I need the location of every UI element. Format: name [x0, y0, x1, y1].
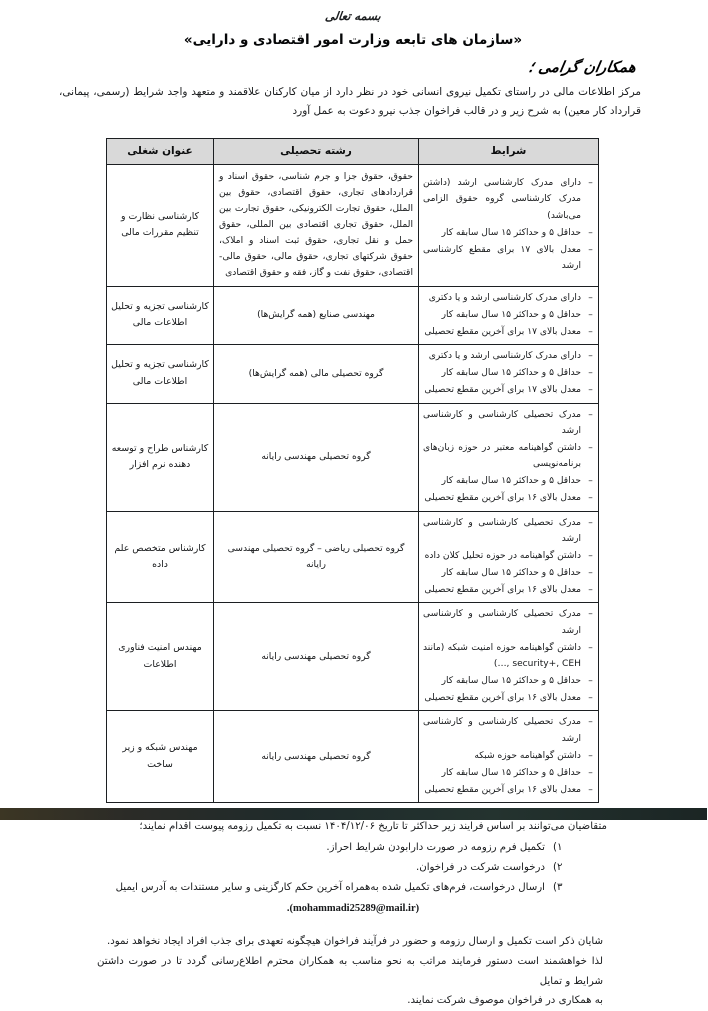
condition-text: مدرک تحصیلی کارشناسی و کارشناسی ارشد	[424, 409, 582, 436]
condition-item	[424, 714, 595, 746]
bullet-dash-icon: –	[589, 493, 594, 504]
condition-item	[424, 640, 595, 672]
condition-item	[424, 242, 595, 274]
cell-job-title: کارشناسی نظارت و تنظیم مقررات مالی	[108, 164, 215, 286]
bullet-dash-icon: –	[589, 693, 594, 704]
condition-text: معدل بالای ۱۶ برای آخرین مقطع تحصیلی	[425, 693, 582, 704]
condition-text: معدل بالای ۱۶ برای آخرین مقطع تحصیلی	[425, 585, 582, 596]
window-bottom-bar	[0, 808, 708, 820]
instructions-step-list	[100, 838, 608, 898]
condition-item	[424, 565, 595, 581]
table-body	[108, 164, 600, 802]
condition-item	[424, 175, 595, 224]
bullet-dash-icon: –	[589, 785, 594, 796]
jobs-table-wrapper	[108, 138, 600, 803]
condition-item	[424, 606, 595, 638]
cell-conditions	[420, 164, 600, 286]
condition-item	[424, 225, 595, 241]
bullet-dash-icon: –	[589, 676, 594, 687]
cell-field-of-study: حقوق، حقوق جزا و جرم شناسی، حقوق اسناد و قراردادهای تجاری، حقوق اقتصادی، حقوق بین الملل، حقوق تجارت الکترونیکی، حقوق تجارت بین الملل، حقوق تجاری اقتصادی بین المللی، حقوق حمل و نقل تجاری، حقوق ثبت اسناد و املاک، حقوق شرکتهای تجاری، حقوق مالی، حقوق مالی- اقتصادی، حقوق نفت و گاز، فقه و حقوق اقتصادی	[215, 164, 420, 286]
condition-text: مدرک تحصیلی کارشناسی و کارشناسی ارشد	[424, 517, 582, 544]
cell-field-of-study: گروه تحصیلی مهندسی رایانه	[215, 403, 420, 511]
document-page	[0, 9, 708, 1007]
condition-text: داشتن گواهینامه حوزه شبکه	[475, 750, 582, 761]
bullet-dash-icon: –	[589, 767, 594, 778]
condition-item	[424, 515, 595, 547]
table-row	[108, 164, 600, 286]
table-row	[108, 711, 600, 803]
column-header-conditions: شرایط	[420, 138, 600, 164]
conditions-list	[424, 175, 595, 274]
condition-item	[424, 365, 595, 381]
bullet-dash-icon: –	[589, 385, 594, 396]
bullet-dash-icon: –	[589, 609, 594, 620]
condition-item	[424, 473, 595, 489]
bullet-dash-icon: –	[589, 409, 594, 420]
conditions-list	[424, 515, 595, 599]
intro-paragraph-block	[60, 83, 642, 122]
cell-job-title: کارشناسی تجزیه و تحلیل اطلاعات مالی	[108, 345, 215, 404]
table-row	[108, 345, 600, 404]
condition-text: حداقل ۵ و حداکثر ۱۵ سال سابقه کار	[442, 309, 582, 320]
condition-item	[424, 690, 595, 706]
table-header	[108, 138, 600, 164]
bismillah-heading: بسمه تعالی	[325, 9, 383, 23]
cell-conditions	[420, 603, 600, 711]
condition-text: حداقل ۵ و حداکثر ۱۵ سال سابقه کار	[442, 368, 582, 379]
condition-text: حداقل ۵ و حداکثر ۱۵ سال سابقه کار	[442, 476, 582, 487]
condition-text: دارای مدرک کارشناسی ارشد و یا دکتری	[429, 351, 582, 362]
condition-item	[424, 382, 595, 398]
table-row	[108, 403, 600, 511]
bullet-dash-icon: –	[589, 717, 594, 728]
bullet-dash-icon: –	[589, 326, 594, 337]
condition-text: داشتن گواهینامه حوزه امنیت شبکه (مانند security+, CEH ,…)	[424, 642, 582, 669]
bullet-dash-icon: –	[589, 568, 594, 579]
cell-conditions	[420, 511, 600, 603]
bullet-dash-icon: –	[589, 476, 594, 487]
bullet-dash-icon: –	[589, 178, 594, 189]
condition-item	[424, 407, 595, 439]
contact-email: (mohammadi25289@mail.ir).	[287, 902, 421, 914]
bullet-dash-icon: –	[589, 750, 594, 761]
cell-field-of-study: گروه تحصیلی مهندسی رایانه	[215, 603, 420, 711]
closing-paragraph-3: به همکاری در فراخوان موصوف شرکت نمایند.	[408, 995, 604, 1007]
step-text: تکمیل فرم رزومه در صورت دارابودن شرایط احراز.	[327, 841, 546, 853]
condition-text: معدل بالای ۱۷ برای مقطع کارشناسی ارشد	[424, 244, 582, 272]
condition-text: حداقل ۵ و حداکثر ۱۵ سال سابقه کار	[442, 676, 582, 687]
cell-field-of-study: گروه تحصیلی مالی (همه گرایش‌ها)	[215, 345, 420, 404]
cell-field-of-study: گروه تحصیلی ریاضی – گروه تحصیلی مهندسی رایانه	[215, 511, 420, 603]
instruction-step	[100, 858, 608, 877]
instruction-step	[100, 878, 608, 897]
bullet-dash-icon: –	[589, 292, 594, 303]
table-row	[108, 603, 600, 711]
condition-text: حداقل ۵ و حداکثر ۱۵ سال سابقه کار	[442, 767, 582, 778]
bullet-dash-icon: –	[589, 550, 594, 561]
cell-conditions	[420, 711, 600, 803]
bullet-dash-icon: –	[589, 351, 594, 362]
condition-text: داشتن گواهینامه معتبر در حوزه زبان‌های برنامه‌نویسی	[424, 442, 582, 470]
application-instructions	[100, 817, 608, 918]
intro-paragraph: مرکز اطلاعات مالی در راستای تکمیل نیروی انسانی خود در نظر دارد از میان کارکنان علاقمند و متعهد واجد شرایط (رسمی، پیمانی، قرارداد کار معین) به شرح زیر و در قالب فراخوان جذب نیرو دعوت به عمل آورد	[60, 86, 642, 118]
bullet-dash-icon: –	[589, 227, 594, 238]
salutation-text: همکاران گرامی ؛	[528, 58, 639, 76]
bullet-dash-icon: –	[589, 585, 594, 596]
cell-conditions	[420, 345, 600, 404]
condition-text: حداقل ۵ و حداکثر ۱۵ سال سابقه کار	[442, 568, 582, 579]
condition-item	[424, 290, 595, 306]
condition-text: معدل بالای ۱۶ برای آخرین مقطع تحصیلی	[425, 785, 582, 796]
cell-job-title: کارشناسی تجزیه و تحلیل اطلاعات مالی	[108, 286, 215, 345]
cell-field-of-study: گروه تحصیلی مهندسی رایانه	[215, 711, 420, 803]
table-row	[108, 511, 600, 603]
bullet-dash-icon: –	[589, 517, 594, 528]
condition-text: حداقل ۵ و حداکثر ۱۵ سال سابقه کار	[442, 227, 582, 238]
condition-item	[424, 490, 595, 506]
bullet-dash-icon: –	[589, 309, 594, 320]
conditions-list	[424, 290, 595, 341]
bullet-dash-icon: –	[589, 368, 594, 379]
cell-conditions	[420, 403, 600, 511]
condition-item	[424, 440, 595, 472]
step-text: ارسال درخواست، فرم‌های تکمیل شده به‌همراه آخرین حکم کارگزینی و سایر مستندات به آدرس ایمیل	[116, 882, 546, 894]
bullet-dash-icon: –	[589, 442, 594, 453]
condition-text: معدل بالای ۱۷ برای آخرین مقطع تحصیلی	[425, 385, 582, 396]
column-header-field-of-study: رشته تحصیلی	[215, 138, 420, 164]
condition-item	[424, 307, 595, 323]
step-text: درخواست شرکت در فراخوان.	[416, 862, 546, 874]
closing-paragraph-1: شایان ذکر است تکمیل و ارسال رزومه و حضور در فرآیند فراخوان هیچگونه تعهدی برای جذب افراد ایجاد نخواهد نمود.	[108, 935, 604, 947]
cell-conditions	[420, 286, 600, 345]
cell-field-of-study: مهندسی صنایع (همه گرایش‌ها)	[215, 286, 420, 345]
condition-item	[424, 324, 595, 340]
cell-job-title: مهندس شبکه و زیر ساخت	[108, 711, 215, 803]
condition-text: مدرک تحصیلی کارشناسی و کارشناسی ارشد	[424, 609, 582, 636]
step-number: ۱)	[554, 841, 564, 853]
condition-item	[424, 748, 595, 764]
step-number: ۲)	[554, 862, 564, 874]
condition-text: معدل بالای ۱۶ برای آخرین مقطع تحصیلی	[425, 493, 582, 504]
condition-text: مدرک تحصیلی کارشناسی و کارشناسی ارشد	[424, 717, 582, 744]
closing-notes	[98, 932, 604, 1011]
cell-job-title: مهندس امنیت فناوری اطلاعات	[108, 603, 215, 711]
conditions-list	[424, 348, 595, 399]
instruction-step	[100, 838, 608, 857]
condition-text: دارای مدرک کارشناسی ارشد (داشتن مدرک کارشناسی گروه حقوق الزامی می‌باشد)	[424, 178, 582, 221]
column-header-job-title: عنوان شغلی	[108, 138, 215, 164]
table-header-row	[108, 138, 600, 164]
condition-item	[424, 765, 595, 781]
conditions-list	[424, 714, 595, 798]
closing-paragraph-2: لذا خواهشمند است دستور فرمایند مراتب به نحو مناسب به همکاران محترم اطلاع‌رسانی گردد تا در صورت داشتن شرایط و تمایل	[98, 955, 604, 987]
jobs-table	[107, 138, 600, 803]
condition-text: دارای مدرک کارشناسی ارشد و یا دکتری	[429, 292, 582, 303]
bullet-dash-icon: –	[589, 244, 594, 255]
conditions-list	[424, 606, 595, 706]
cell-job-title: کارشناس متخصص علم داده	[108, 511, 215, 603]
document-title: «سازمان های تابعه وزارت امور اقتصادی و دارایی»	[184, 32, 524, 48]
cell-job-title: کارشناس طراح و توسعه دهنده نرم افزار	[108, 403, 215, 511]
step-number: ۳)	[554, 882, 564, 894]
condition-item	[424, 673, 595, 689]
condition-item	[424, 348, 595, 364]
condition-item	[424, 782, 595, 798]
condition-item	[424, 548, 595, 564]
conditions-list	[424, 407, 595, 507]
instructions-lead: متقاضیان می‌توانند بر اساس فرایند زیر حداکثر تا تاریخ ۱۴۰۴/۱۲/۰۶ نسبت به تکمیل رزومه پیوست اقدام نمایند؛	[140, 821, 608, 833]
condition-text: معدل بالای ۱۷ برای آخرین مقطع تحصیلی	[425, 326, 582, 337]
bullet-dash-icon: –	[589, 642, 594, 653]
table-row	[108, 286, 600, 345]
condition-item	[424, 582, 595, 598]
condition-text: داشتن گواهینامه در حوزه تحلیل کلان داده	[425, 550, 582, 561]
